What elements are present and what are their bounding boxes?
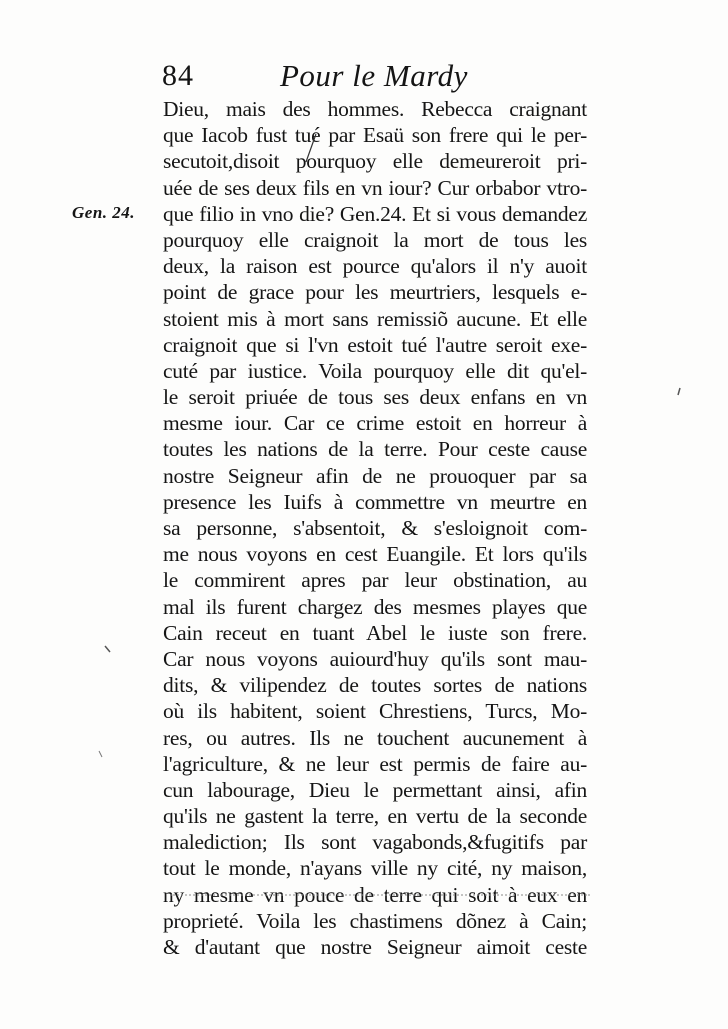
ink-speck <box>306 134 316 162</box>
text-line: ny mesme vn pouce de terre qui soit à eux en <box>163 882 587 907</box>
text-line: secutoit,disoit pourquoy elle demeureroit pri- <box>163 149 587 174</box>
text-line: cuté par iustice. Voila pourquoy elle dit qu'el- <box>163 358 587 383</box>
ink-speck <box>99 751 102 757</box>
text-line: stoient mis à mort sans remissiõ aucune. Et elle <box>163 306 587 331</box>
text-line: pourquoy elle craignoit la mort de tous les <box>163 227 587 252</box>
text-line: où ils habitent, soient Chrestiens, Turcs, Mo- <box>163 699 587 724</box>
text-line: le seroit priuée de tous ses deux enfans en vn <box>163 385 587 410</box>
margin-note: Gen. 24. <box>72 203 136 222</box>
text-line: le commirent apres par leur obstination, au <box>163 568 587 593</box>
text-line: mal ils furent chargez des mesmes playes que <box>163 594 587 619</box>
text-line: presence les Iuifs à commettre vn meurtre en <box>163 489 587 514</box>
text-line: sa personne, s'absentoit, & s'esloignoit com- <box>163 516 587 540</box>
text-line: point de grace pour les meurtriers, lesquels e- <box>163 280 587 305</box>
text-line: que filio in vno die? Gen.24. Et si vous demandez <box>163 201 587 226</box>
text-line: proprieté. Voila les chastimens dõnez à Cain; <box>163 908 587 933</box>
text-line: craignoit que si l'vn estoit tué l'autre seroit exe- <box>163 332 587 357</box>
ink-speck <box>105 646 110 652</box>
text-line: dits, & vilipendez de toutes sortes de nations <box>163 673 587 698</box>
text-line: que Iacob fust tué par Esaü son frere qui le per- <box>163 123 587 148</box>
text-line: nostre Seigneur afin de ne prouoquer par sa <box>163 463 587 488</box>
text-line: malediction; Ils sont vagabonds,&fugitifs par <box>163 830 587 855</box>
text-line: Dieu, mais des hommes. Rebecca craignant <box>163 97 587 121</box>
text-line: toutes les nations de la terre. Pour ceste cause <box>163 437 587 462</box>
text-line: tout le monde, n'ayans ville ny cité, ny maison, <box>163 856 587 881</box>
page-number: 84 <box>162 59 194 92</box>
text-line: mesme iour. Car ce crime estoit en horreur à <box>163 411 587 436</box>
text-line: Cain receut en tuant Abel le iuste son frere. <box>163 620 587 645</box>
text-line: uée de ses deux fils en vn iour? Cur orbabor vtro- <box>163 175 587 200</box>
text-line: & d'autant que nostre Seigneur aimoit ceste <box>163 935 587 959</box>
text-line: qu'ils ne gastent la terre, en vertu de la seconde <box>163 804 587 829</box>
text-line: Car nous voyons auiourd'huy qu'ils sont mau- <box>163 646 587 671</box>
ink-speck <box>678 388 680 395</box>
text-line: l'agriculture, & ne leur est permis de faire au- <box>163 751 587 776</box>
running-title: Pour le Mardy <box>280 58 468 93</box>
text-line: cun labourage, Dieu le permettant ainsi, afin <box>163 777 587 802</box>
text-line: me nous voyons en cest Euangile. Et lors qu'ils <box>163 542 587 567</box>
text-line: deux, la raison est pource qu'alors il n'y auoit <box>163 254 587 279</box>
text-line: res, ou autres. Ils ne touchent aucunement à <box>163 725 587 750</box>
